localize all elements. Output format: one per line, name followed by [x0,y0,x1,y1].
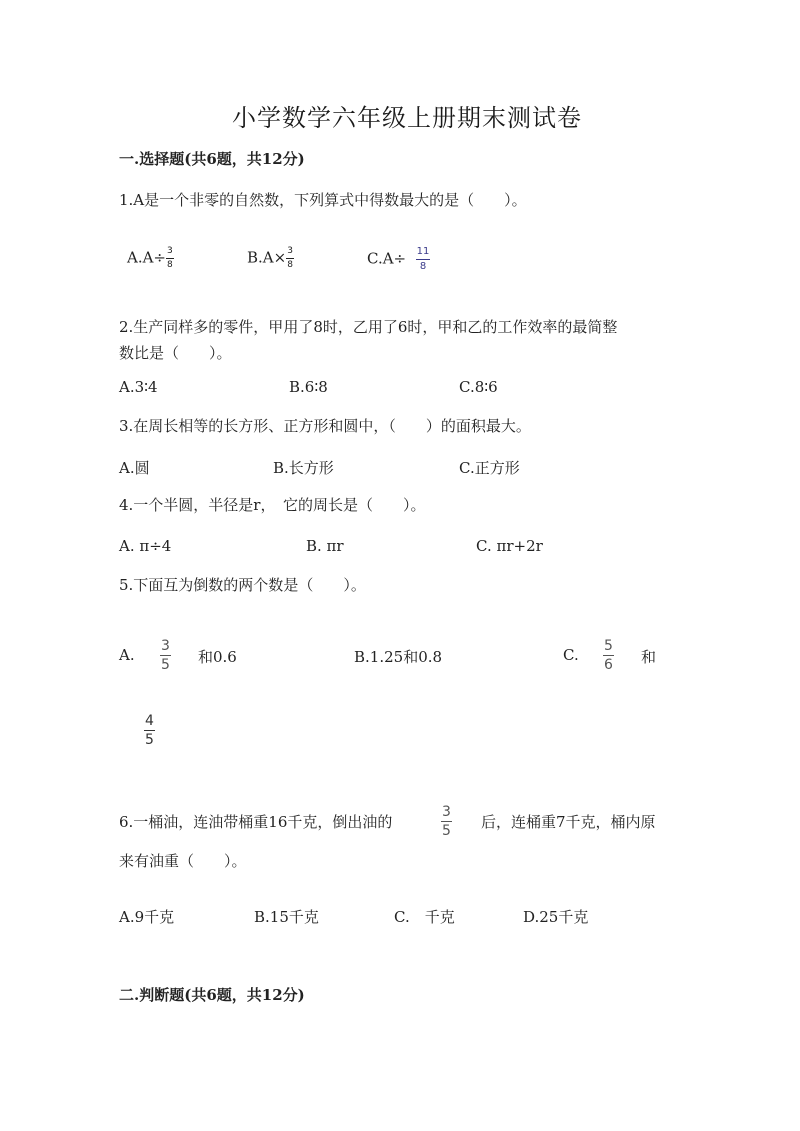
fraction-numerator: 4 [145,713,154,729]
question-6-option-c: C. 千克 [394,908,455,926]
question-2-option-a: A.3∶4 [119,378,158,396]
fraction-denominator: 8 [287,260,293,270]
question-4-stem: 4.一个半圆，半径是r， 它的周长是（ ）。 [119,496,426,514]
question-5-option-a-suffix: 和0.6 [198,648,237,666]
option-b-prefix: B.A× [247,248,287,267]
option-a-prefix: A.A÷ [127,248,167,267]
question-1-option-a [127,247,174,270]
page-title: 小学数学六年级上册期末测试卷 [232,104,582,132]
fraction-numerator: 3 [286,247,294,259]
question-3-option-b: B.长方形 [273,459,334,477]
section-heading-choice: 一.选择题(共6题，共12分) [119,150,305,168]
question-4-option-a: A. π÷4 [119,537,172,555]
question-2-stem-line2: 数比是（ ）。 [119,344,232,362]
question-5-stem: 5.下面互为倒数的两个数是（ ）。 [119,576,366,594]
fraction-numerator: 3 [166,247,174,259]
question-1-option-b [247,247,294,270]
question-6-stem-line2: 来有油重（ ）。 [119,852,247,870]
fraction-numerator: 11 [416,247,431,260]
fraction-3-5 [160,639,171,672]
question-5-option-c-fraction [603,639,614,672]
fraction-5-6 [603,639,614,672]
question-3-option-a: A.圆 [119,459,150,477]
fraction-denominator: 5 [442,823,451,839]
fraction-11-8 [416,247,431,272]
fraction-3-8 [286,247,294,270]
fraction-denominator: 8 [419,261,427,272]
question-2-option-c: C.8∶6 [459,378,498,396]
question-2-stem-line1: 2.生产同样多的零件，甲用了8时，乙用了6时，甲和乙的工作效率的最简整 [119,318,618,336]
fraction-denominator: 5 [161,657,170,673]
fraction-numerator: 3 [442,804,451,820]
question-3-option-c: C.正方形 [459,459,520,477]
question-5-option-c-second-fraction [144,714,155,747]
fraction-denominator: 5 [145,732,154,748]
question-6-option-b: B.15千克 [254,908,319,926]
question-5-option-a-prefix: A. [119,646,135,664]
question-6-stem-part1: 6.一桶油，连油带桶重16千克，倒出油的 [119,813,393,831]
question-1-stem: 1.A是一个非零的自然数，下列算式中得数最大的是（ ）。 [119,191,527,209]
question-5-option-c-prefix: C. [563,646,579,664]
fraction-4-5 [144,714,155,747]
fraction-denominator: 6 [604,657,613,673]
question-1-option-c [367,247,430,272]
question-3-stem: 3.在周长相等的长方形、正方形和圆中，（ ）的面积最大。 [119,417,531,435]
fraction-3-8 [166,247,174,270]
fraction-3-5 [441,805,452,838]
question-6-stem-part2: 后，连桶重7千克，桶内原 [481,813,656,831]
fraction-numerator: 3 [161,638,170,654]
question-5-option-b: B.1.25和0.8 [354,648,443,666]
question-4-option-c: C. πr+2r [476,537,543,555]
question-6-option-d: D.25千克 [523,908,589,926]
option-c-prefix: C.A÷ [367,249,407,268]
question-6-option-a: A.9千克 [119,908,175,926]
question-5-option-c-suffix: 和 [641,648,657,666]
question-2-option-b: B.6∶8 [289,378,328,396]
fraction-denominator: 8 [167,260,173,270]
fraction-numerator: 5 [604,638,613,654]
question-5-option-a-fraction [160,639,171,672]
question-6-fraction [441,805,452,838]
section-heading-judgement: 二.判断题(共6题，共12分) [119,986,305,1004]
question-4-option-b: B. πr [306,537,344,555]
